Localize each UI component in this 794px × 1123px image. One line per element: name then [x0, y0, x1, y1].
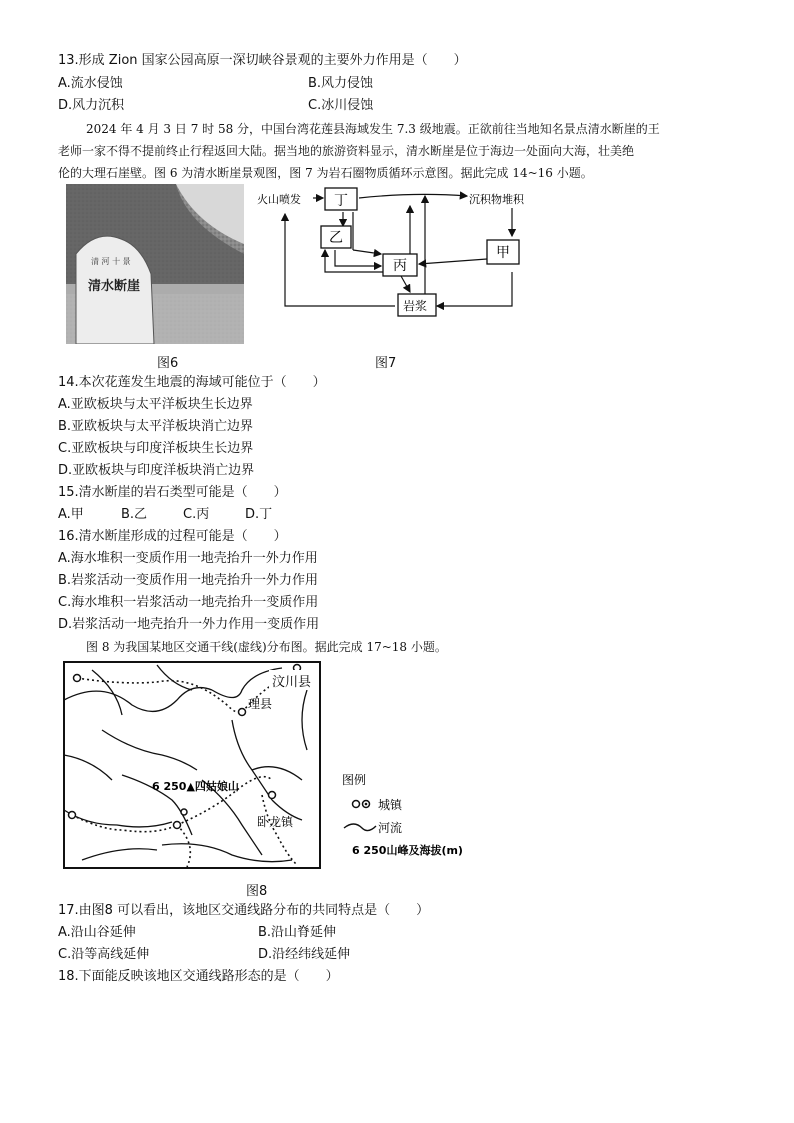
intro1-line3: 伦的大理石崖壁。图 6 为清水断崖景观图，图 7 为岩石圈物质循环示意图。据此完成 14~16 小题。	[58, 166, 593, 180]
q14-option-b: B.亚欧板块与太平洋板块消亡边界	[58, 419, 254, 434]
q13-stem: 13.形成 Zion 国家公园高原一深切峡谷景观的主要外力作用是（ ）	[58, 53, 467, 68]
figure7-diagram	[255, 184, 527, 350]
sign-text: 清水断崖	[88, 279, 141, 294]
sign-subtext: 清 河 十 景	[91, 257, 131, 266]
figure6-caption: 图6	[157, 356, 179, 371]
fig7-sediment-label: 沉积物堆积	[469, 193, 524, 206]
q17-option-b: B.沿山脊延伸	[258, 925, 337, 940]
figure8-map	[62, 660, 324, 872]
map-label-peak: 6 250▲四姑娘山	[152, 780, 239, 793]
q17-option-c: C.沿等高线延伸	[58, 947, 150, 962]
fig7-volcano-label: 火山喷发	[257, 193, 301, 206]
figure8-caption: 图8	[246, 884, 268, 899]
q17-option-d: D.沿经纬线延伸	[258, 947, 351, 962]
q15-option-c: C.丙	[183, 507, 210, 522]
q13-option-a: A.流水侵蚀	[58, 76, 123, 91]
legend-town-label: 城镇	[378, 798, 403, 812]
q15-option-b: B.乙	[121, 507, 148, 522]
figure7-caption: 图7	[375, 356, 397, 371]
map-label-wenchuan: 汶川县	[272, 675, 312, 690]
legend-peak-label: 6 250山峰及海拔(m)	[352, 844, 463, 857]
q14-stem: 14.本次花莲发生地震的海域可能位于（ ）	[58, 375, 326, 390]
map-label-lixian: 理县	[248, 697, 273, 711]
q16-option-b: B.岩浆活动一变质作用一地壳抬升一外力作用	[58, 573, 319, 588]
q15-stem: 15.清水断崖的岩石类型可能是（ ）	[58, 485, 287, 500]
q18-stem: 18.下面能反映该地区交通线路形态的是（ ）	[58, 969, 339, 984]
fig7-magma: 岩浆	[403, 299, 428, 313]
figure6-photo	[66, 184, 244, 344]
q16-option-d: D.岩浆活动一地壳抬升一外力作用一变质作用	[58, 617, 320, 632]
legend-title: 图例	[342, 773, 367, 787]
q16-option-a: A.海水堆积一变质作用一地壳抬升一外力作用	[58, 551, 318, 566]
q16-stem: 16.清水断崖形成的过程可能是（ ）	[58, 529, 287, 544]
fig7-bing: 丙	[393, 258, 407, 274]
fig7-ding: 丁	[334, 193, 348, 209]
intro1-line2: 老师一家不得不提前终止行程返回大陆。据当地的旅游资料显示，清水断崖是位于海边一处面向大海，壮美绝	[58, 144, 635, 158]
q14-option-c: C.亚欧板块与印度洋板块生长边界	[58, 441, 254, 456]
map-label-wolong: 卧龙镇	[257, 815, 294, 829]
legend-river-icon	[344, 824, 376, 831]
intro2: 图 8 为我国某地区交通干线(虚线)分布图。据此完成 17~18 小题。	[86, 640, 447, 654]
q13-option-c: C.冰川侵蚀	[308, 98, 374, 113]
q13-option-d: D.风力沉积	[58, 98, 125, 113]
q15-option-d: D.丁	[245, 507, 273, 522]
legend-town-icon-1	[353, 801, 360, 808]
q13-option-b: B.风力侵蚀	[308, 76, 374, 91]
q14-option-a: A.亚欧板块与太平洋板块生长边界	[58, 397, 253, 412]
q17-option-a: A.沿山谷延伸	[58, 925, 136, 940]
q14-option-d: D.亚欧板块与印度洋板块消亡边界	[58, 463, 255, 478]
fig7-jia: 甲	[496, 245, 510, 261]
q17-stem: 17.由图8 可以看出，该地区交通线路分布的共同特点是（ ）	[58, 903, 430, 918]
legend-river-label: 河流	[378, 821, 403, 835]
figure8-legend	[322, 770, 482, 862]
q15-option-a: A.甲	[58, 507, 84, 522]
intro1-line1: 2024 年 4 月 3 日 7 时 58 分，中国台湾花莲县海域发生 7.3 级地震。正欲前往当地知名景点清水断崖的王	[86, 122, 660, 136]
fig7-yi: 乙	[329, 230, 343, 246]
q16-option-c: C.海水堆积一岩浆活动一地壳抬升一变质作用	[58, 595, 319, 610]
